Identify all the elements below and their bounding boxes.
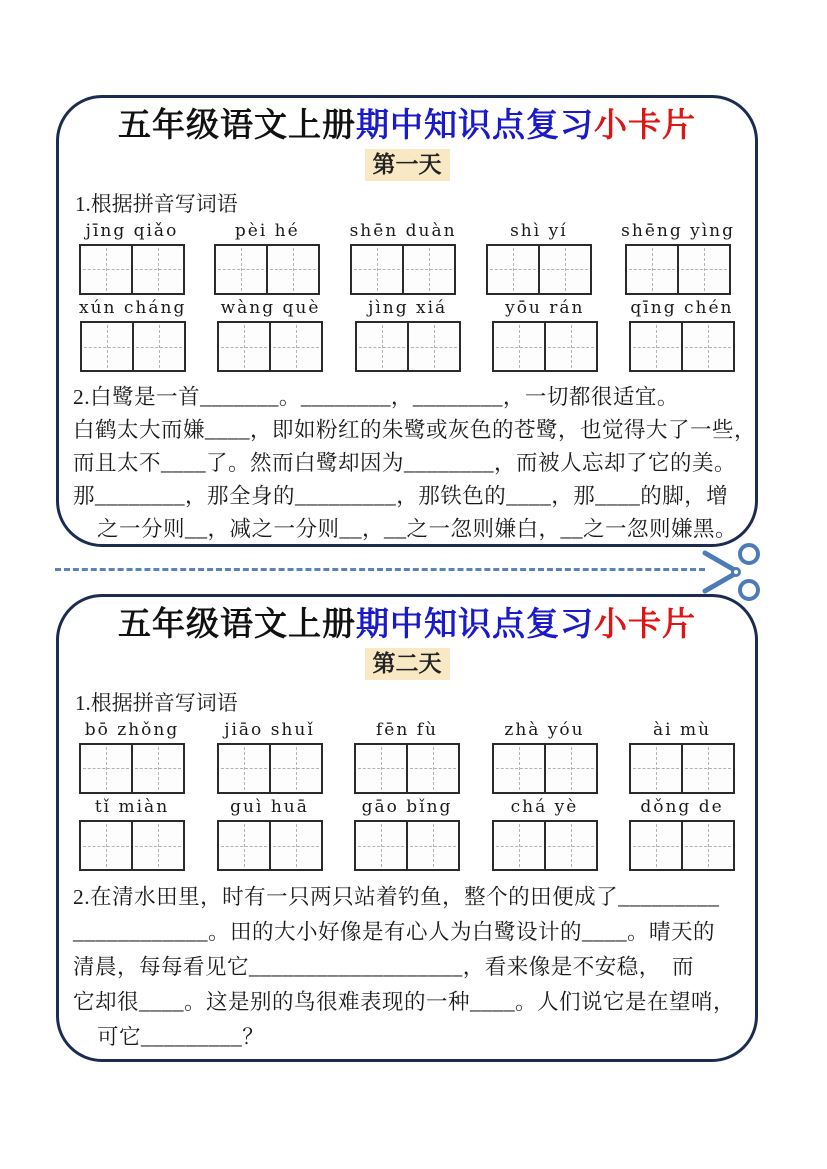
pinyin-label: shēng yìng	[621, 220, 735, 241]
fill-blank-line: 白鹤太大而嫌____，即如粉红的朱鹭或灰色的苍鹭，也觉得大了一些，	[73, 418, 757, 443]
writing-grid-box	[355, 321, 461, 372]
pinyin-label: zhà yóu	[504, 719, 585, 740]
pinyin-label: yōu rán	[505, 297, 585, 318]
pinyin-label: bō zhǒng	[84, 719, 180, 740]
review-card-day2	[56, 594, 758, 1062]
cut-dashed-line	[55, 568, 705, 571]
fill-blank-line: 它却很____。这是别的鸟很难表现的一种____。人们说它是在望哨，	[73, 990, 736, 1015]
pinyin-word-block	[492, 796, 598, 871]
day-badge: 第一天	[365, 149, 450, 181]
writing-grid-box	[79, 743, 185, 794]
pinyin-word-block	[217, 719, 323, 794]
pinyin-label: chá yè	[510, 796, 579, 817]
pinyin-word-block	[492, 297, 598, 372]
pinyin-label: xún cháng	[79, 297, 187, 318]
pinyin-word-block	[355, 297, 461, 372]
fill-blank-line: 清晨，每每看见它___________________，看来像是不安稳， 而	[73, 955, 695, 980]
pinyin-word-block	[79, 719, 185, 794]
writing-grid-box	[79, 820, 185, 871]
pinyin-row-1	[73, 719, 741, 794]
pinyin-word-block	[79, 796, 185, 871]
pinyin-word-block	[350, 220, 457, 295]
writing-grid-box	[629, 321, 735, 372]
writing-grid-box	[625, 244, 731, 295]
writing-grid-box	[350, 244, 456, 295]
pinyin-word-block	[79, 297, 186, 372]
writing-grid-box	[80, 321, 186, 372]
pinyin-label: ài mù	[652, 719, 712, 740]
pinyin-word-block	[492, 719, 598, 794]
fill-blank-line: 2.白鹭是一首_______。________，________，一切都很适宜。	[73, 385, 679, 410]
pinyin-label: gāo bǐng	[361, 796, 453, 817]
title-book: 五年级语文上册	[118, 108, 356, 144]
pinyin-word-block	[217, 297, 323, 372]
exercise2-paragraph	[73, 381, 757, 546]
pinyin-word-block	[214, 220, 320, 295]
writing-grid-box	[629, 743, 735, 794]
pinyin-word-block	[217, 796, 323, 871]
pinyin-label: jīng qiǎo	[85, 220, 179, 241]
day-badge-wrap	[73, 648, 741, 680]
fill-blank-line: 而且太不____了。然而白鹭却因为________，而被人忘却了它的美。	[73, 451, 737, 476]
writing-grid-box	[629, 820, 735, 871]
pinyin-label: fēn fù	[376, 719, 438, 740]
exercise1-label: 1.根据拼音写词语	[75, 191, 238, 216]
writing-grid-box	[217, 321, 323, 372]
writing-grid-box	[217, 743, 323, 794]
writing-grid-box	[486, 244, 592, 295]
pinyin-label: tǐ miàn	[94, 796, 170, 817]
pinyin-label: guì huā	[230, 796, 309, 817]
fill-blank-line: 可它_________？	[97, 1025, 265, 1050]
exercise1-label: 1.根据拼音写词语	[75, 690, 238, 715]
pinyin-word-block	[486, 220, 592, 295]
fill-blank-line: 2.在清水田里，时有一只两只站着钓鱼，整个的田便成了_________	[73, 885, 720, 910]
pinyin-row-2	[73, 796, 741, 871]
writing-grid-box	[492, 743, 598, 794]
pinyin-word-block	[629, 297, 735, 372]
pinyin-word-block	[354, 719, 460, 794]
pinyin-label: wàng què	[220, 297, 321, 318]
writing-grid-box	[354, 743, 460, 794]
pinyin-label: qīng chén	[630, 297, 734, 318]
card-title	[73, 607, 741, 645]
pinyin-row-1	[73, 220, 741, 295]
pinyin-word-block	[621, 220, 735, 295]
title-card: 小卡片	[594, 108, 696, 144]
title-card: 小卡片	[594, 607, 696, 643]
pinyin-label: shēn duàn	[349, 220, 457, 241]
writing-grid-box	[492, 820, 598, 871]
card-title	[73, 108, 741, 146]
writing-grid-box	[354, 820, 460, 871]
title-topic: 期中知识点复习	[356, 607, 594, 643]
pinyin-label: jiāo shuǐ	[224, 719, 315, 740]
pinyin-label: shì yí	[510, 220, 568, 241]
pinyin-word-block	[629, 719, 735, 794]
title-book: 五年级语文上册	[118, 607, 356, 643]
title-topic: 期中知识点复习	[356, 108, 594, 144]
pinyin-row-2	[73, 297, 741, 372]
writing-grid-box	[214, 244, 320, 295]
writing-grid-box	[492, 321, 598, 372]
pinyin-label: jìng xiá	[368, 297, 448, 318]
fill-blank-line: ____________。田的大小好像是有心人为白鹭设计的____。晴天的	[73, 920, 716, 945]
fill-blank-line: 之一分则__，减之一分则__，__之一忽则嫌白，__之一忽则嫌黑。	[97, 517, 738, 542]
pinyin-word-block	[629, 796, 735, 871]
writing-grid-box	[79, 244, 185, 295]
writing-grid-box	[217, 820, 323, 871]
pinyin-label: pèi hé	[234, 220, 300, 241]
day-badge-wrap	[73, 149, 741, 181]
pinyin-label: dǒng de	[640, 796, 724, 817]
pinyin-word-block	[354, 796, 460, 871]
fill-blank-line: 那________，那全身的_________，那铁色的____，那____的脚，增	[73, 484, 729, 509]
pinyin-word-block	[79, 220, 185, 295]
exercise2-paragraph	[73, 880, 741, 1055]
day-badge: 第二天	[365, 648, 450, 680]
review-card-day1	[56, 95, 758, 547]
